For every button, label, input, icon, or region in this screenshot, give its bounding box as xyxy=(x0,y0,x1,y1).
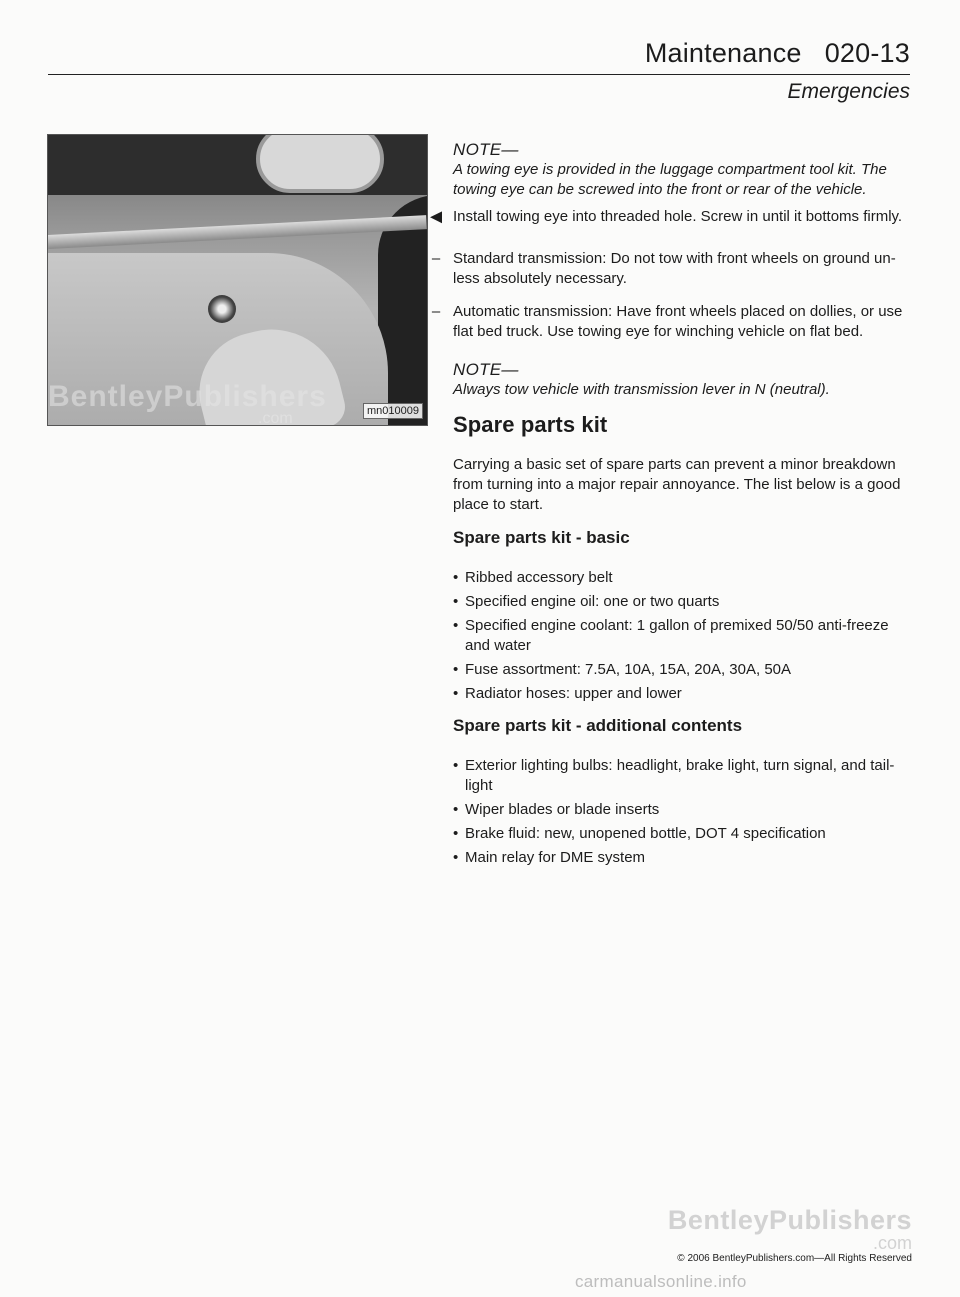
bullet-icon: • xyxy=(453,757,459,774)
additional-kit-heading: Spare parts kit - additional contents xyxy=(453,716,743,735)
photo-tail-lamp xyxy=(256,134,384,193)
step-text: Automatic transmission: Have front wheels placed on dollies, or use flat bed truck. Use towing eye for winching vehicle on flat bed. xyxy=(453,303,903,340)
basic-kit-heading-wrap xyxy=(453,528,913,548)
photo-towing-eye xyxy=(208,295,236,323)
note-text: A towing eye is provided in the luggage compartment tool kit. The towing eye can be screwed into the front or rear of the vehicle. xyxy=(453,161,887,198)
arrow-left-icon: ◄ xyxy=(426,206,446,228)
note-text: Always tow vehicle with transmission lever in N (neutral). xyxy=(453,381,830,398)
figure-code: mn010009 xyxy=(363,403,423,419)
step-text: Install towing eye into threaded hole. Screw in until it bottoms firmly. xyxy=(453,208,903,225)
bullet-icon: • xyxy=(453,825,459,842)
list-item: • Main relay for DME system xyxy=(453,849,646,866)
bullet-icon: • xyxy=(453,569,459,586)
copyright-notice: © 2006 BentleyPublishers.com—All Rights Reserved xyxy=(677,1253,912,1264)
list-item: • Fuse assortment: 7.5A, 10A, 15A, 20A, 30A, 50A xyxy=(453,661,792,678)
bullet-icon: • xyxy=(453,849,459,866)
section-intro: Carrying a basic set of spare parts can prevent a minor breakdown from turning into a major repair annoyance. The list below is a good place to start. xyxy=(453,456,901,513)
dash-icon: – xyxy=(431,250,441,267)
list-item: • Exterior lighting bulbs: headlight, brake light, turn signal, and tail-light xyxy=(453,757,895,794)
list-item: • Brake fluid: new, unopened bottle, DOT 4 specification xyxy=(453,825,826,842)
list-item: • Specified engine oil: one or two quarts xyxy=(453,593,720,610)
publisher-logo-sub: .com xyxy=(872,1233,912,1253)
note-neutral xyxy=(453,360,913,400)
note-title: NOTE— xyxy=(453,360,519,379)
dash-icon: – xyxy=(431,303,441,320)
site-watermark: carmanualsonline.info xyxy=(575,1272,747,1291)
list-item: • Radiator hoses: upper and lower xyxy=(453,685,682,702)
note-towing-eye xyxy=(453,140,913,200)
section-subtitle: Emergencies xyxy=(787,80,910,103)
additional-kit-list xyxy=(453,756,913,872)
photo-watermark: BentleyPublishers xyxy=(48,380,327,413)
step-text: Standard transmission: Do not tow with front wheels on ground un-less absolutely necessary. xyxy=(453,250,896,287)
spare-parts-section xyxy=(453,412,913,437)
additional-kit-heading-wrap xyxy=(453,716,913,736)
bullet-icon: • xyxy=(453,661,459,678)
bullet-icon: • xyxy=(453,685,459,702)
list-item: • Ribbed accessory belt xyxy=(453,569,613,586)
basic-kit-heading: Spare parts kit - basic xyxy=(453,528,630,547)
page-header xyxy=(48,30,910,103)
page-title: Maintenance 020-13 xyxy=(644,38,910,68)
photo-bumper-trim xyxy=(48,215,427,249)
basic-kit-list xyxy=(453,568,913,708)
photo-watermark-sub: .com xyxy=(258,410,293,426)
note-title: NOTE— xyxy=(453,140,519,159)
list-item: • Wiper blades or blade inserts xyxy=(453,801,660,818)
bullet-icon: • xyxy=(453,617,459,634)
section-heading: Spare parts kit xyxy=(453,412,608,437)
towing-eye-photo xyxy=(47,134,428,426)
list-item: • Specified engine coolant: 1 gallon of premixed 50/50 anti-freeze and water xyxy=(453,617,889,654)
bullet-icon: • xyxy=(453,593,459,610)
header-rule xyxy=(48,74,910,75)
bullet-icon: • xyxy=(453,801,459,818)
publisher-logo: BentleyPublishers xyxy=(667,1205,912,1235)
